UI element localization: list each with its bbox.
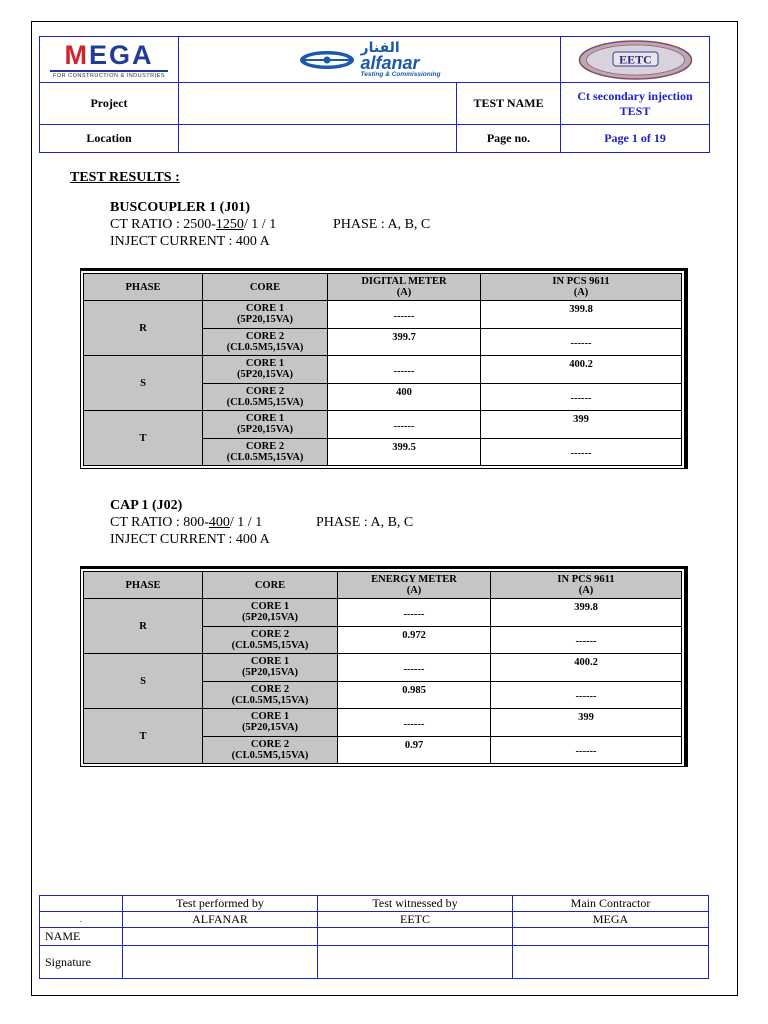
col-header-core: CORE xyxy=(203,572,338,599)
pcs-cell: 400.2 xyxy=(481,356,682,384)
core-cell: CORE 1 (5P20,15VA) xyxy=(203,709,338,737)
pcs-cell: ------ xyxy=(491,736,682,764)
alfanar-tagline: Testing & Commissioning xyxy=(360,71,441,78)
core-cell: CORE 1 (5P20,15VA) xyxy=(203,411,328,439)
mega-logo-rest: EGA xyxy=(88,39,154,70)
col-header-pcs: IN PCS 9611 (A) xyxy=(491,572,682,599)
page-no-label: Page no. xyxy=(457,125,561,153)
mega-logo-m: M xyxy=(64,39,89,70)
phase-cell: T xyxy=(84,709,203,764)
ct-ratio-line xyxy=(110,216,430,233)
col-header-phase: PHASE xyxy=(84,274,203,301)
core-cell: CORE 1 (5P20,15VA) xyxy=(203,599,338,627)
mega-logo-subtitle: FOR CONSTRUCTION & INDUSTRIES xyxy=(53,72,165,79)
section-title: BUSCOUPLER 1 (J01) xyxy=(110,200,251,215)
meter-cell: 0.985 xyxy=(338,681,491,709)
phase-cell: T xyxy=(84,411,203,466)
eetc-logo-cell xyxy=(561,37,710,83)
header-table xyxy=(39,36,710,153)
signoff-company-witnessed: EETC xyxy=(318,912,513,928)
phase-text: PHASE : A, B, C xyxy=(316,515,414,530)
ct-ratio-line xyxy=(110,514,413,531)
eetc-logo xyxy=(578,40,693,80)
ct-ratio-prefix: CT RATIO : 2500- xyxy=(110,217,216,232)
section-cap xyxy=(110,497,413,548)
mega-logo xyxy=(40,41,178,79)
core-cell: CORE 2 (CL0.5M5,15VA) xyxy=(203,681,338,709)
meter-cell: 399.7 xyxy=(328,328,481,356)
col-header-meter: ENERGY METER (A) xyxy=(338,572,491,599)
alfanar-arabic-name: الفنار xyxy=(360,40,400,56)
pcs-cell: ------ xyxy=(481,383,682,411)
alfanar-emblem-icon xyxy=(299,50,355,70)
ct-ratio-underlined: 1250 xyxy=(215,217,244,232)
ct-ratio-underlined: 400 xyxy=(208,515,230,530)
name-label: NAME xyxy=(40,928,123,946)
section-buscoupler xyxy=(110,199,430,250)
ct-ratio-suffix: / 1 / 1 xyxy=(243,217,277,232)
phase-cell: R xyxy=(84,599,203,654)
meter-cell: 399.5 xyxy=(328,438,481,466)
signoff-company-blank: . xyxy=(40,912,123,928)
ct-ratio-suffix: / 1 / 1 xyxy=(229,515,263,530)
eetc-seal-icon xyxy=(578,40,693,80)
inject-current: INJECT CURRENT : 400 A xyxy=(110,532,270,547)
core-cell: CORE 1 (5P20,15VA) xyxy=(203,654,338,682)
test-name-label: TEST NAME xyxy=(457,83,561,125)
page-no-value: Page 1 of 19 xyxy=(561,125,710,153)
inject-current: INJECT CURRENT : 400 A xyxy=(110,234,270,249)
signature-field-contractor[interactable] xyxy=(513,946,709,979)
phase-cell: S xyxy=(84,654,203,709)
eetc-seal-text: EETC xyxy=(618,52,652,66)
pcs-cell: ------ xyxy=(491,626,682,654)
col-header-phase: PHASE xyxy=(84,572,203,599)
meter-cell: ------ xyxy=(328,411,481,439)
alfanar-logo-cell xyxy=(179,37,561,83)
mega-logo-cell xyxy=(40,37,179,83)
core-cell: CORE 1 (5P20,15VA) xyxy=(203,356,328,384)
signoff-company-performed: ALFANAR xyxy=(123,912,318,928)
project-value xyxy=(179,83,457,125)
signoff-header-witnessed: Test witnessed by xyxy=(318,896,513,912)
name-field-contractor[interactable] xyxy=(513,928,709,946)
project-label: Project xyxy=(40,83,179,125)
signature-field-witnessed[interactable] xyxy=(318,946,513,979)
core-cell: CORE 2 (CL0.5M5,15VA) xyxy=(203,438,328,466)
signature-field-performed[interactable] xyxy=(123,946,318,979)
alfanar-latin-name: alfanar xyxy=(360,53,420,73)
core-cell: CORE 2 (CL0.5M5,15VA) xyxy=(203,383,328,411)
phase-cell: R xyxy=(84,301,203,356)
meter-cell: ------ xyxy=(338,709,491,737)
pcs-cell: 399.8 xyxy=(481,301,682,329)
pcs-cell: 399.8 xyxy=(491,599,682,627)
col-header-meter: DIGITAL METER (A) xyxy=(328,274,481,301)
col-header-pcs: IN PCS 9611 (A) xyxy=(481,274,682,301)
test-name-value: Ct secondary injection TEST xyxy=(561,83,710,125)
results-table-buscoupler xyxy=(80,268,688,469)
signature-label: Signature xyxy=(40,946,123,979)
name-field-performed[interactable] xyxy=(123,928,318,946)
mega-logo-rule xyxy=(50,70,168,72)
col-header-core: CORE xyxy=(203,274,328,301)
pcs-cell: ------ xyxy=(491,681,682,709)
pcs-cell: ------ xyxy=(481,438,682,466)
signoff-company-contractor: MEGA xyxy=(513,912,709,928)
meter-cell: 0.97 xyxy=(338,736,491,764)
signoff-header-contractor: Main Contractor xyxy=(513,896,709,912)
name-field-witnessed[interactable] xyxy=(318,928,513,946)
signoff-header-performed: Test performed by xyxy=(123,896,318,912)
location-label: Location xyxy=(40,125,179,153)
pcs-cell: 399 xyxy=(481,411,682,439)
core-cell: CORE 2 (CL0.5M5,15VA) xyxy=(203,736,338,764)
location-value xyxy=(179,125,457,153)
test-results-title: TEST RESULTS : xyxy=(70,170,180,185)
phase-text: PHASE : A, B, C xyxy=(333,217,431,232)
core-cell: CORE 1 (5P20,15VA) xyxy=(203,301,328,329)
meter-cell: ------ xyxy=(328,356,481,384)
ct-ratio-prefix: CT RATIO : 800- xyxy=(110,515,209,530)
pcs-cell: 399 xyxy=(491,709,682,737)
meter-cell: ------ xyxy=(338,599,491,627)
core-cell: CORE 2 (CL0.5M5,15VA) xyxy=(203,626,338,654)
meter-cell: ------ xyxy=(328,301,481,329)
meter-cell: ------ xyxy=(338,654,491,682)
alfanar-logo xyxy=(179,41,560,78)
pcs-cell: ------ xyxy=(481,328,682,356)
signoff-table xyxy=(39,895,709,979)
core-cell: CORE 2 (CL0.5M5,15VA) xyxy=(203,328,328,356)
meter-cell: 400 xyxy=(328,383,481,411)
meter-cell: 0.972 xyxy=(338,626,491,654)
pcs-cell: 400.2 xyxy=(491,654,682,682)
signoff-header-blank xyxy=(40,896,123,912)
results-table-cap xyxy=(80,566,688,767)
section-title: CAP 1 (J02) xyxy=(110,498,183,513)
phase-cell: S xyxy=(84,356,203,411)
